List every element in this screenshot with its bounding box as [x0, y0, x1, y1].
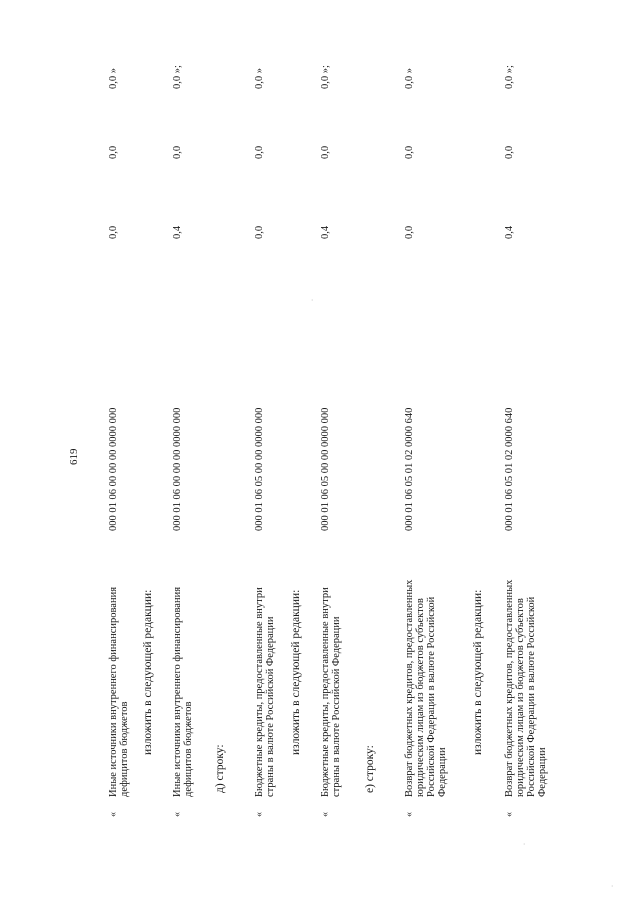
- scan-speck: ·: [310, 299, 316, 301]
- value-2: 0,0: [254, 145, 265, 159]
- row-description: Бюджетные кредиты, предоставленные внутри страны в валюте Российской Федерации: [320, 587, 342, 797]
- budget-code: 000 01 06 05 01 02 0000 640: [404, 407, 415, 531]
- instruction-text: изложить в следующей редакции:: [142, 589, 154, 755]
- instruction-text: е) строку:: [364, 745, 376, 793]
- value-3: 0,0 »: [404, 68, 415, 89]
- value-2: 0,0: [172, 145, 183, 159]
- scan-speck: ·: [610, 885, 616, 887]
- scan-speck: ·: [522, 843, 528, 845]
- value-1: 0,4: [504, 225, 515, 239]
- budget-code: 000 01 06 05 00 00 0000 000: [254, 407, 265, 531]
- open-quote: «: [504, 812, 515, 817]
- page-number: 619: [68, 448, 80, 465]
- row-description: Возврат бюджетных кредитов, предоставленных юридическим лицам из бюджетов субъектов Российской Федерации в валюте Российской Федерации: [504, 579, 548, 797]
- instruction-text: изложить в следующей редакции:: [472, 589, 484, 755]
- open-quote: «: [320, 812, 331, 817]
- value-3: 0,0 »: [254, 68, 265, 89]
- value-1: 0,0: [108, 225, 119, 239]
- row-description: Бюджетные кредиты, предоставленные внутри страны в валюте Российской Федерации: [254, 587, 276, 797]
- value-1: 0,4: [320, 225, 331, 239]
- budget-code: 000 01 06 00 00 00 0000 000: [172, 407, 183, 531]
- open-quote: «: [172, 812, 183, 817]
- row-description: Возврат бюджетных кредитов, предоставленных юридическим лицам из бюджетов субъектов Российской Федерации в валюте Российской Федерации: [404, 579, 448, 797]
- instruction-text: изложить в следующей редакции:: [290, 589, 302, 755]
- value-1: 0,0: [254, 225, 265, 239]
- value-3: 0,0 »;: [172, 65, 183, 89]
- value-1: 0,0: [404, 225, 415, 239]
- row-description: Иные источники внутреннего финансирования дефицитов бюджетов: [172, 586, 194, 797]
- value-2: 0,0: [320, 145, 331, 159]
- value-3: 0,0 »: [108, 68, 119, 89]
- row-description: Иные источники внутреннего финансирования дефицитов бюджетов: [108, 586, 130, 797]
- value-3: 0,0 »;: [320, 65, 331, 89]
- value-3: 0,0 »;: [504, 65, 515, 89]
- open-quote: «: [254, 812, 265, 817]
- value-2: 0,0: [108, 145, 119, 159]
- budget-code: 000 01 06 05 00 00 0000 000: [320, 407, 331, 531]
- budget-code: 000 01 06 00 00 00 0000 000: [108, 407, 119, 531]
- value-1: 0,4: [172, 225, 183, 239]
- instruction-text: д) строку:: [214, 744, 226, 793]
- value-2: 0,0: [504, 145, 515, 159]
- open-quote: «: [404, 812, 415, 817]
- value-2: 0,0: [404, 145, 415, 159]
- open-quote: «: [108, 812, 119, 817]
- budget-code: 000 01 06 05 01 02 0000 640: [504, 407, 515, 531]
